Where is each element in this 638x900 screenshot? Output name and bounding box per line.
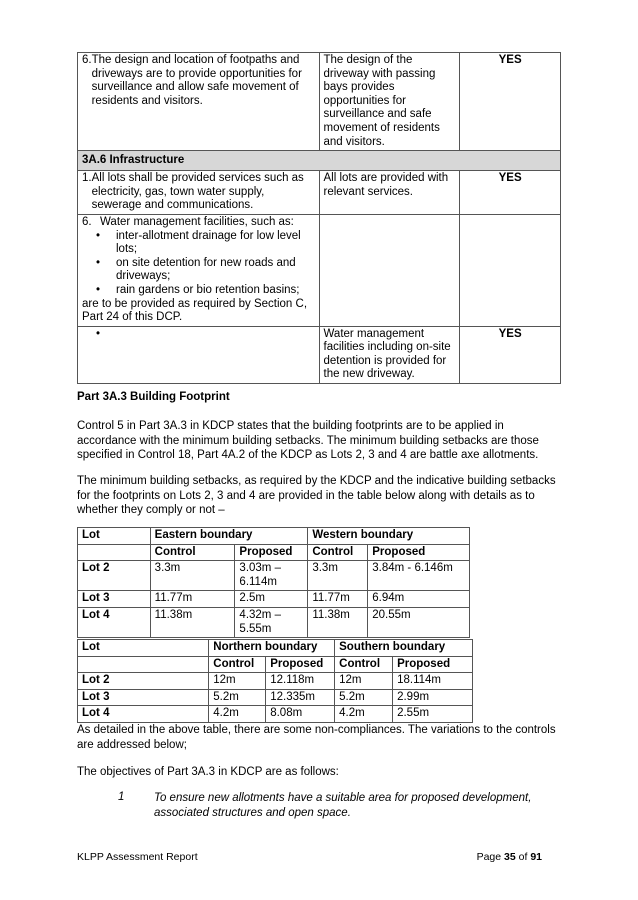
table-row <box>78 326 561 383</box>
item-number: 6. <box>82 54 92 66</box>
table-cell: 11.38m <box>150 607 235 637</box>
lot-cell: Lot 4 <box>78 607 151 637</box>
complies-cell: YES <box>460 171 561 215</box>
bullet-marker: • <box>96 327 101 340</box>
setback-table-north-south <box>77 639 473 723</box>
objective-text: To ensure new allotments have a suitable area for proposed development, associated structures and open space. <box>154 792 532 819</box>
section-header: 3A.6 Infrastructure <box>78 151 561 171</box>
column-header: Western boundary <box>308 528 470 545</box>
footer-title: KLPP Assessment Report <box>77 851 198 863</box>
table-cell: 12.118m <box>266 673 335 690</box>
lot-cell: Lot 2 <box>78 561 151 591</box>
table-cell: 2.99m <box>393 689 473 706</box>
section-header-row <box>78 151 561 171</box>
paragraph: Control 5 in Part 3A.3 in KDCP states that the building footprints are to be applied in accordance with the minimum building setbacks. The minimum building setbacks are those specified in Control 18, Part 4A.2 of the KDCP as Lots 2, 3 and 4 are battle axe allotments. <box>77 420 539 461</box>
table-row <box>78 591 470 608</box>
complies-cell <box>460 214 561 326</box>
lot-cell: Lot 3 <box>78 689 209 706</box>
response-cell: All lots are provided with relevant services. <box>319 171 460 215</box>
table-cell: 11.77m <box>308 591 368 608</box>
compliance-table <box>77 52 561 384</box>
objective-number: 1 <box>118 791 125 803</box>
table-row <box>78 640 473 657</box>
control-cell <box>78 171 320 215</box>
table-row <box>78 53 561 151</box>
list-item: • rain gardens or bio retention basins; <box>96 283 300 296</box>
table-cell: 12m <box>335 673 393 690</box>
table-row <box>78 656 473 673</box>
table-cell: 8.08m <box>266 706 335 723</box>
table-cell: 11.77m <box>150 591 235 608</box>
column-header: Northern boundary <box>209 640 335 657</box>
table-cell: 11.38m <box>308 607 368 637</box>
column-header: Proposed <box>266 656 335 673</box>
setback-table-east-west <box>77 527 470 638</box>
response-cell: Water management facilities including on-site detention is provided for the new driveway. <box>319 326 460 383</box>
table-cell: 4.2m <box>209 706 266 723</box>
table-row <box>78 528 470 545</box>
table-cell: 2.5m <box>235 591 308 608</box>
list-item: • on site detention for new roads and driveways; <box>96 256 296 283</box>
table-row <box>78 561 470 591</box>
table-cell: 4.2m <box>335 706 393 723</box>
section-heading: Part 3A.3 Building Footprint <box>77 391 230 403</box>
column-header: Control <box>209 656 266 673</box>
page-prefix: Page <box>476 851 502 863</box>
table-cell: 12m <box>209 673 266 690</box>
column-header: Proposed <box>393 656 473 673</box>
column-header: Lot <box>78 528 151 545</box>
column-header: Proposed <box>368 544 470 561</box>
table-row <box>78 673 473 690</box>
control-text: Water management facilities, such as: <box>100 215 294 228</box>
column-header: Control <box>335 656 393 673</box>
page-total: 91 <box>530 851 542 863</box>
table-cell: 12.335m <box>266 689 335 706</box>
item-number: 1. <box>82 172 92 185</box>
control-cell <box>78 326 320 383</box>
table-row <box>78 171 561 215</box>
complies-cell: YES <box>460 326 561 383</box>
table-cell: 4.32m – 5.55m <box>235 607 308 637</box>
column-header: Proposed <box>235 544 308 561</box>
control-closing-text: are to be provided as required by Section C, Part 24 of this DCP. <box>82 297 308 324</box>
table-cell: 3.84m - 6.146m <box>368 561 470 591</box>
list-item: • inter-allotment drainage for low level lots; <box>96 229 301 256</box>
page-number <box>477 851 542 863</box>
table-cell: 3.3m <box>308 561 368 591</box>
table-cell <box>78 544 151 561</box>
response-cell <box>319 214 460 326</box>
control-text: All lots shall be provided services such as electricity, gas, town water supply, sewerage and communications. <box>91 172 304 212</box>
lot-cell: Lot 2 <box>78 673 209 690</box>
table-cell: 6.94m <box>368 591 470 608</box>
response-cell: The design of the driveway with passing bays provides opportunities for surveillance and safe movement of residents and visitors. <box>319 53 460 151</box>
table-cell: 3.3m <box>150 561 235 591</box>
paragraph: The minimum building setbacks, as required by the KDCP and the indicative building setbacks for the footprints on Lots 2, 3 and 4 are provided in the table below along with details as to whether they comply or not – <box>77 475 556 516</box>
bullet-text: inter-allotment drainage for low level lots; <box>116 229 301 256</box>
column-header: Control <box>150 544 235 561</box>
control-text: The design and location of footpaths and driveways are to provide opportunities for surveillance and allow safe movement of residents and visitors. <box>91 54 302 107</box>
table-row <box>78 214 561 326</box>
column-header: Lot <box>78 640 209 657</box>
bullet-text: on site detention for new roads and driveways; <box>116 256 296 283</box>
table-cell: 5.2m <box>209 689 266 706</box>
table-cell: 5.2m <box>335 689 393 706</box>
paragraph: The objectives of Part 3A.3 in KDCP are as follows: <box>77 766 339 778</box>
lot-cell: Lot 4 <box>78 706 209 723</box>
column-header: Eastern boundary <box>150 528 308 545</box>
table-cell <box>78 656 209 673</box>
paragraph: As detailed in the above table, there are some non-compliances. The variations to the controls are addressed below; <box>77 724 556 751</box>
lot-cell: Lot 3 <box>78 591 151 608</box>
column-header: Southern boundary <box>335 640 473 657</box>
complies-cell: YES <box>460 53 561 151</box>
table-row <box>78 689 473 706</box>
column-header: Control <box>308 544 368 561</box>
table-row <box>78 607 470 637</box>
page-of: of <box>518 851 528 863</box>
table-row <box>78 706 473 723</box>
control-cell <box>78 214 320 326</box>
table-row <box>78 544 470 561</box>
table-cell: 3.03m – 6.114m <box>235 561 308 591</box>
bullet-text: rain gardens or bio retention basins; <box>116 283 300 296</box>
page-current: 35 <box>504 851 516 863</box>
item-number: 6. <box>82 215 92 228</box>
table-cell: 18.114m <box>393 673 473 690</box>
table-cell: 20.55m <box>368 607 470 637</box>
control-cell <box>78 53 320 151</box>
table-cell: 2.55m <box>393 706 473 723</box>
